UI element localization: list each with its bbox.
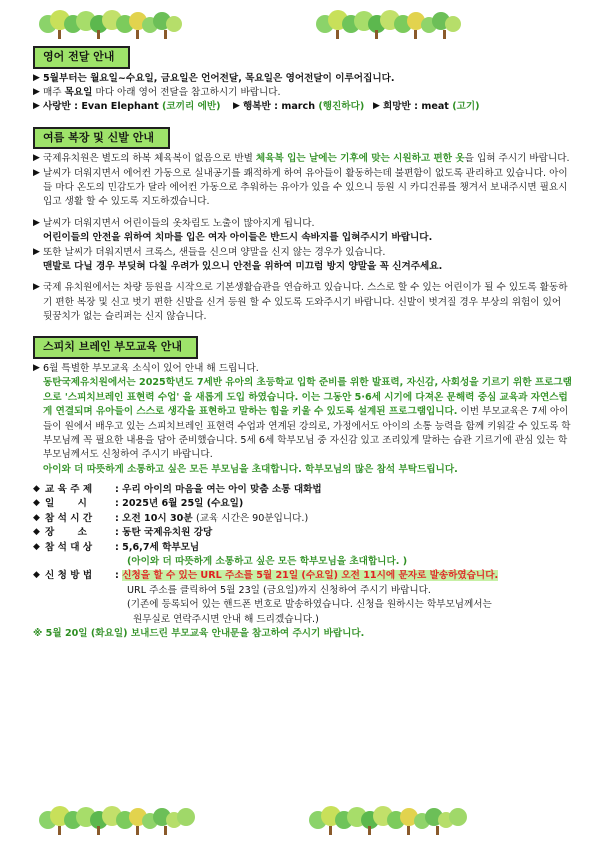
speech-paragraph-2: 동탄국제유치원에서는 2025학년도 7세반 유아의 초등학교 입학 준비를 위한 발표력, 자신감, 사회성을 기르기 위한 프로그램으로 '스피치브레인 표현력 수업' 을 새롭게 도입 하였습니다. 이는 그동안 5·6세 시기에 다져온 문해력 중심 교육과 자연스럽게 연결되며 유아들이 스스로 생각을 표현하고 말하는 힘을 키울 수 있도록 설계된 프로그램입니다. 이번 부모교육은 7세 아이들이 원에서 배우고 있는 스피치브레인 표현력 수업과 연계된 강의로, 가정에서도 아이의 소통 능력을 함께 키워갈 수 있도록 학부모님께 꼭 필요한 내용을 담아 준비했습니다. 5세 6세 학부모님 중 자신감 있고 조리있게 말하는 습관 기르기에 관심 있는 학부모님께서도 신청하여 주시기 바랍니다. xyxy=(43,377,572,461)
class-item-haengbok: ▶ 행복반 : march (행진하다) xyxy=(233,101,365,113)
tree-border-top xyxy=(0,8,600,42)
diamond-icon: ◆ xyxy=(33,541,40,552)
diamond-icon: ◆ xyxy=(33,527,40,538)
diamond-icon: ◆ xyxy=(33,512,40,523)
summer-paragraph-4: ▶ 또한 날씨가 더워지면서 크록스, 샌들을 신으며 양말을 신지 않는 경우가 있습니다. xyxy=(33,246,386,258)
tree-icon xyxy=(316,10,461,39)
triangle-right-icon: ▶ xyxy=(33,167,40,178)
info-apply-line-2: URL 주소를 클릭하여 5월 23일 (금요일)까지 신청하여 주시기 바랍니다. xyxy=(127,584,431,596)
info-topic: ◆ 교 육 주 제 : 우리 아이의 마음을 여는 아이 맞춤 소통 대화법 xyxy=(33,483,573,497)
section-english xyxy=(33,46,573,115)
class-item-huimang: ▶ 희망반 : meat (고기) xyxy=(373,101,480,113)
info-place: ◆ 장 소 : 동탄 국제유치원 강당 xyxy=(33,526,573,540)
summer-paragraph-1: ▶ 국제유치원은 별도의 하복 체육복이 없음으로 반별 체육복 입는 날에는 기후에 맞는 시원하고 편한 옷을 입혀 주시기 바랍니다. xyxy=(33,153,570,165)
tree-icon xyxy=(39,806,195,835)
info-target-note: (아이와 더 따뜻하게 소통하고 싶은 모든 학부모님을 초대합니다. ) xyxy=(127,556,408,568)
triangle-right-icon: ▶ xyxy=(33,86,40,97)
info-target: ◆ 참 석 대 상 : 5,6,7세 학부모님 xyxy=(33,541,573,555)
education-info xyxy=(33,483,573,627)
section-title-summer: 여름 복장 및 신발 안내 xyxy=(33,127,170,150)
info-apply: ◆ 신 청 방 법 : 신청을 할 수 있는 URL 주소를 5월 21일 (수요일) 오전 11시에 문자로 발송하였습니다. xyxy=(33,569,573,583)
diamond-icon: ◆ xyxy=(33,570,40,581)
triangle-right-icon: ▶ xyxy=(33,72,40,83)
triangle-right-icon: ▶ xyxy=(233,101,240,112)
summer-paragraph-2: ▶ 날씨가 더워지면서 에어컨 가동으로 실내공기를 쾌적하게 하여 유아들이 활동하는데 불편함이 없도록 관리하고 있습니다. 아이들 마다 온도의 민감도가 달라 에어컨 가동으로 추워하는 유아가 있을 수 있으니 등원 시 카디건류를 챙겨서 보내주시면 필요시 입고 생활 할 수 있도록 지도하겠습니다. xyxy=(33,167,568,208)
diamond-icon: ◆ xyxy=(33,484,40,495)
english-paragraph-1: ▶ 5월부터는 월요일~수요일, 금요일은 언어전달, 목요일은 영어전달이 이루어집니다. xyxy=(33,72,395,84)
triangle-right-icon: ▶ xyxy=(373,101,380,112)
footnote: ※ 5월 20일 (화요일) 보내드린 부모교육 안내문을 참고하여 주시기 바랍니다. xyxy=(33,628,365,639)
info-apply-line-3: (기존에 등록되어 있는 핸드폰 번호로 발송하였습니다. 신청을 원하시는 학부모님께서는 xyxy=(127,599,492,611)
speech-paragraph-1: ▶ 6월 특별한 부모교육 소식이 있어 안내 해 드립니다. xyxy=(33,362,259,374)
info-date: ◆ 일 시 : 2025년 6월 25일 (수요일) xyxy=(33,497,573,511)
english-class-list xyxy=(33,100,573,114)
notice-content xyxy=(33,46,573,653)
triangle-right-icon: ▶ xyxy=(33,101,40,112)
class-item-sarang: ▶ 사랑반 : Evan Elephant (코끼리 에반) xyxy=(33,101,221,113)
diamond-icon: ◆ xyxy=(33,498,40,509)
section-title-speech: 스피치 브레인 부모교육 안내 xyxy=(33,336,198,359)
section-title-english: 영어 전달 안내 xyxy=(33,46,130,69)
triangle-right-icon: ▶ xyxy=(33,217,40,228)
summer-paragraph-5: ▶ 국제 유치원에서는 차량 등원을 시작으로 기본생활습관을 연습하고 있습니다. 스스로 할 수 있는 어린이가 될 수 있도록 활동하기 편한 복장 및 신고 벗기 편한 신발을 신겨 등원 할 수 있도록 도와주시기 바랍니다. 신발이 벗겨질 경우 부상의 위험이 있어 뒷꿈치가 없는 슬리퍼는 신지 않습니다. xyxy=(33,282,568,323)
triangle-right-icon: ▶ xyxy=(33,282,40,293)
summer-paragraph-3: ▶ 날씨가 더워지면서 어린이들의 옷차림도 노출이 많아지게 됩니다. xyxy=(33,217,315,229)
section-speech xyxy=(33,336,573,641)
triangle-right-icon: ▶ xyxy=(33,246,40,257)
triangle-right-icon: ▶ xyxy=(33,153,40,164)
info-apply-line-4: 원무실로 연락주시면 안내 해 드리겠습니다.) xyxy=(133,613,319,625)
summer-paragraph-3-emphasis: 어린이들의 안전을 위하여 치마를 입은 여자 아이들은 반드시 속바지를 입혀주시기 바랍니다. xyxy=(43,232,433,244)
summer-paragraph-4-emphasis: 맨발로 다닐 경우 부딪혀 다칠 우려가 있으니 안전을 위하여 미끄럼 방지 양말을 꼭 신겨주세요. xyxy=(43,260,443,272)
speech-invitation: 아이와 더 따뜻하게 소통하고 싶은 모든 부모님을 초대합니다. 학부모님의 많은 참석 부탁드립니다. xyxy=(43,463,458,475)
tree-border-bottom xyxy=(0,804,600,838)
info-time: ◆ 참 석 시 간 : 오전 10시 30분 (교육 시간은 90분입니다.) xyxy=(33,512,573,526)
tree-icon xyxy=(309,806,467,835)
section-summer xyxy=(33,127,573,325)
triangle-right-icon: ▶ xyxy=(33,362,40,373)
english-paragraph-2: ▶ 매주 목요일 마다 아래 영어 전달을 참고하시기 바랍니다. xyxy=(33,86,281,98)
tree-icon xyxy=(39,10,182,39)
